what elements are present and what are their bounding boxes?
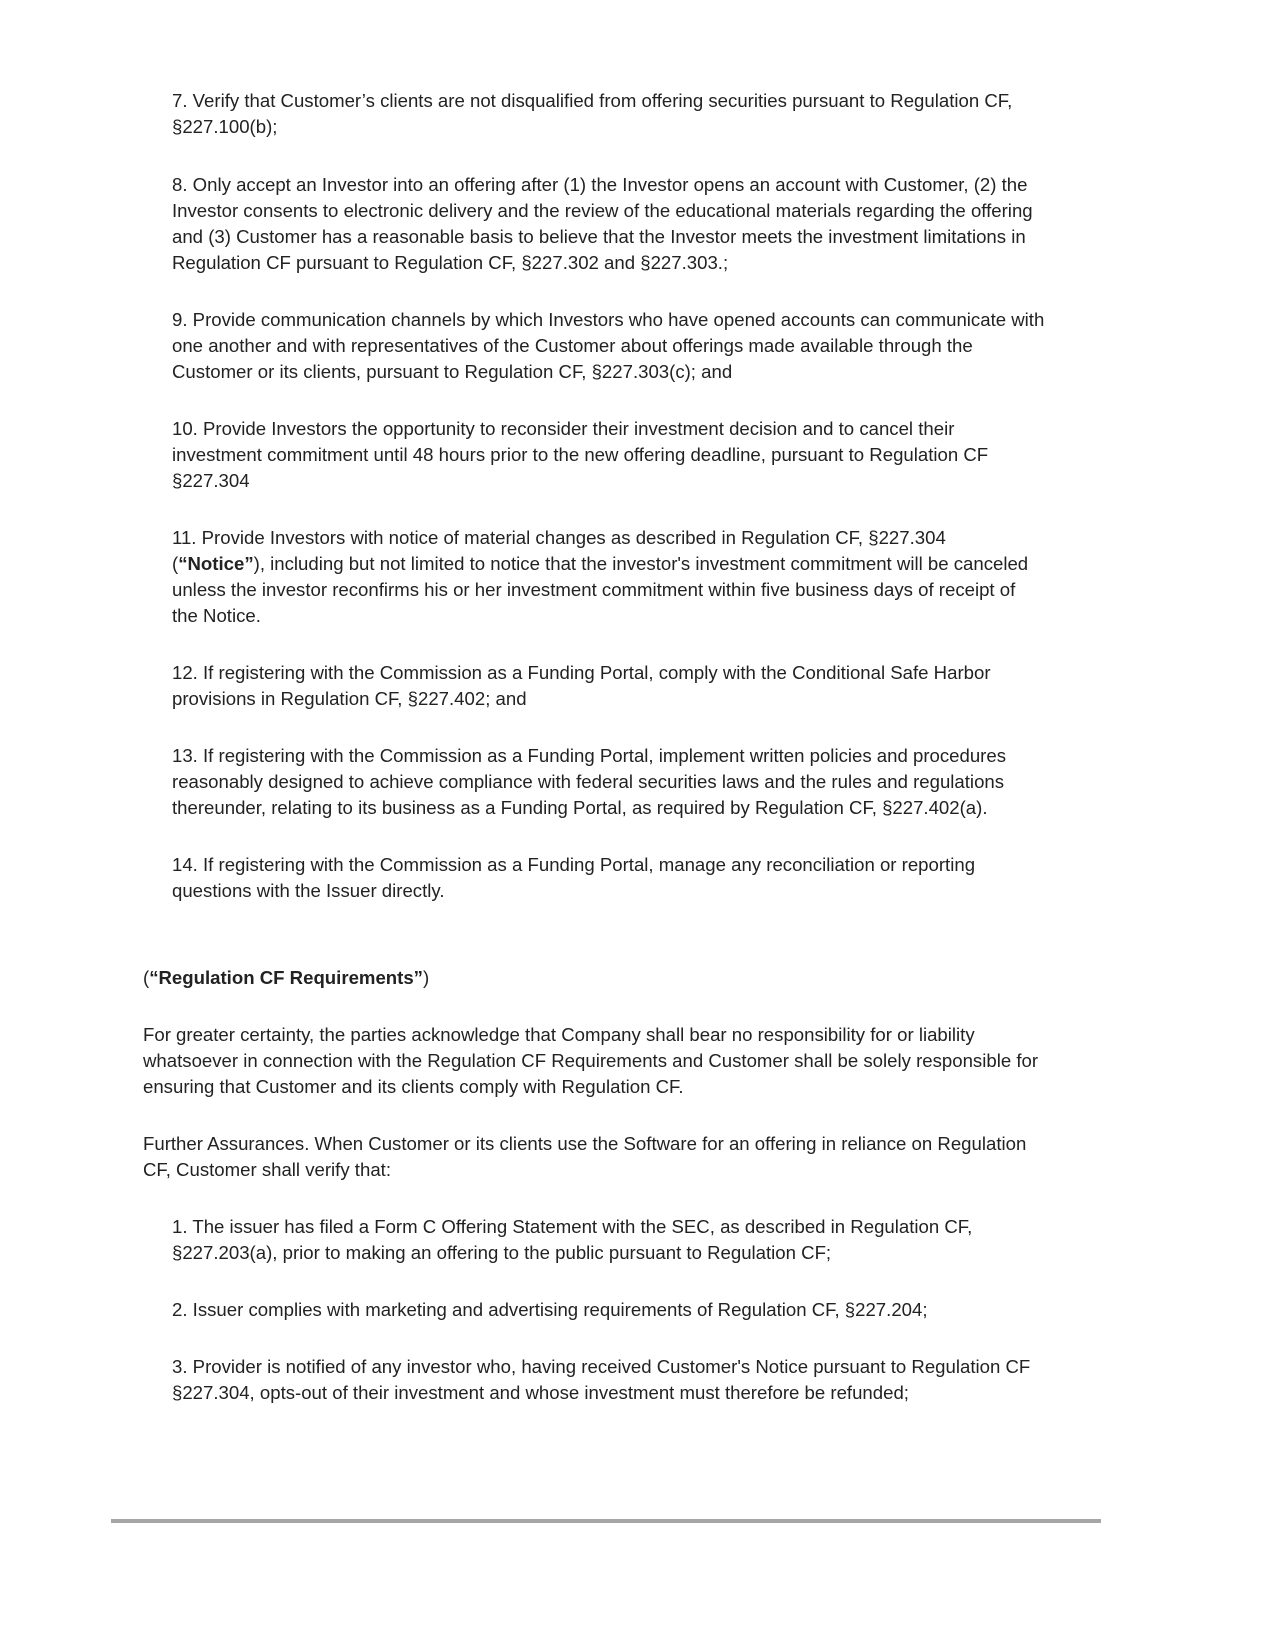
text-segment: 2. Issuer complies with marketing and advertising requirements of Regulation CF, §227.204;: [172, 1299, 928, 1320]
footer-rule: [111, 1519, 1101, 1523]
text-line: [172, 769, 1006, 795]
text-segment: For greater certainty, the parties acknowledge that Company shall bear no responsibility for or liability: [143, 1024, 975, 1045]
text-line: [172, 1297, 928, 1323]
text-line: [172, 577, 1028, 603]
text-segment: 9. Provide communication channels by which Investors who have opened accounts can communicate with: [172, 309, 1045, 330]
text-line: [172, 852, 975, 878]
text-segment: 11. Provide Investors with notice of material changes as described in Regulation CF, §227.304: [172, 527, 946, 548]
text-line: [172, 551, 1028, 577]
item-7: [172, 88, 1012, 140]
text-segment: Investor consents to electronic delivery and the review of the educational materials regarding the offering: [172, 200, 1033, 221]
text-segment: whatsoever in connection with the Regulation CF Requirements and Customer shall be solely responsible for: [143, 1050, 1039, 1071]
text-line: [172, 1214, 972, 1240]
item-13: [172, 743, 1006, 821]
text-segment: one another and with representatives of the Customer about offerings made available through the: [172, 335, 973, 356]
text-line: [172, 307, 1044, 333]
text-line: [172, 525, 1028, 551]
text-line: [143, 1048, 1038, 1074]
text-line: [172, 114, 1012, 140]
text-segment: §227.100(b);: [172, 116, 278, 137]
definition: [143, 965, 429, 991]
text-line: [172, 743, 1006, 769]
item-9: [172, 307, 1044, 385]
text-segment: 1. The issuer has filed a Form C Offering Statement with the SEC, as described in Regulation CF,: [172, 1216, 973, 1237]
item-8: [172, 172, 1033, 276]
text-line: [172, 1354, 1030, 1380]
text-segment: ensuring that Customer and its clients comply with Regulation CF.: [143, 1076, 684, 1097]
item-10: [172, 416, 988, 494]
text-segment: §227.304, opts-out of their investment and whose investment must therefore be refunded;: [172, 1382, 909, 1403]
text-segment: (: [143, 967, 150, 988]
text-segment: 14. If registering with the Commission as a Funding Portal, manage any reconciliation or reporting: [172, 854, 976, 875]
text-line: [172, 1380, 1030, 1406]
text-segment: 12. If registering with the Commission as a Funding Portal, comply with the Conditional Safe Harbor: [172, 662, 991, 683]
text-segment: §227.304: [172, 470, 250, 491]
text-segment: thereunder, relating to its business as a Funding Portal, as required by Regulation CF, §227.402(a).: [172, 797, 988, 818]
text-line: [172, 686, 991, 712]
text-line: [172, 660, 991, 686]
text-line: [172, 250, 1033, 276]
text-segment: §227.203(a), prior to making an offering to the public pursuant to Regulation CF;: [172, 1242, 832, 1263]
text-line: [172, 468, 988, 494]
text-segment: ), including but not limited to notice that the investor's investment commitment will be canceled: [253, 553, 1029, 574]
text-line: [172, 1240, 972, 1266]
text-line: [143, 1131, 1026, 1157]
text-line: [172, 224, 1033, 250]
assurance-2: [172, 1297, 928, 1323]
text-segment: (: [172, 553, 179, 574]
text-segment: 8. Only accept an Investor into an offering after (1) the Investor opens an account with Customer, (2) the: [172, 174, 1028, 195]
text-line: [172, 442, 988, 468]
text-line: [172, 333, 1044, 359]
item-14: [172, 852, 975, 904]
text-line: [172, 359, 1044, 385]
text-segment: and (3) Customer has a reasonable basis to believe that the Investor meets the investment limitations in: [172, 226, 1026, 247]
text-segment: questions with the Issuer directly.: [172, 880, 445, 901]
further-assurances: [143, 1131, 1026, 1183]
item-12: [172, 660, 991, 712]
text-line: [172, 88, 1012, 114]
text-segment: 3. Provider is notified of any investor who, having received Customer's Notice pursuant to Regulation CF: [172, 1356, 1031, 1377]
text-segment: Customer or its clients, pursuant to Regulation CF, §227.303(c); and: [172, 361, 733, 382]
text-line: [172, 416, 988, 442]
text-line: [172, 603, 1028, 629]
defined-term: “Notice”: [178, 553, 254, 574]
text-line: [143, 965, 429, 991]
text-line: [172, 198, 1033, 224]
item-11: [172, 525, 1028, 629]
text-segment: ): [422, 967, 430, 988]
text-segment: Regulation CF pursuant to Regulation CF, §227.302 and §227.303.;: [172, 252, 729, 273]
certainty-paragraph: [143, 1022, 1038, 1100]
text-segment: 10. Provide Investors the opportunity to reconsider their investment decision and to cancel their: [172, 418, 955, 439]
assurance-1: [172, 1214, 972, 1266]
text-segment: the Notice.: [172, 605, 261, 626]
text-line: [172, 172, 1033, 198]
text-line: [143, 1074, 1038, 1100]
text-line: [143, 1022, 1038, 1048]
text-segment: 13. If registering with the Commission as a Funding Portal, implement written policies and procedures: [172, 745, 1007, 766]
text-segment: CF, Customer shall verify that:: [143, 1159, 391, 1180]
text-segment: reasonably designed to achieve compliance with federal securities laws and the rules and regulations: [172, 771, 1005, 792]
text-segment: investment commitment until 48 hours prior to the new offering deadline, pursuant to Regulation CF: [172, 444, 989, 465]
text-line: [172, 878, 975, 904]
text-segment: Further Assurances. When Customer or its clients use the Software for an offering in reliance on Regulation: [143, 1133, 1027, 1154]
text-segment: unless the investor reconfirms his or her investment commitment within five business days of receipt of: [172, 579, 1016, 600]
text-line: [172, 795, 1006, 821]
assurance-3: [172, 1354, 1030, 1406]
text-line: [143, 1157, 1026, 1183]
text-segment: provisions in Regulation CF, §227.402; and: [172, 688, 527, 709]
text-segment: 7. Verify that Customer’s clients are not disqualified from offering securities pursuant to Regulation CF,: [172, 90, 1013, 111]
defined-term: “Regulation CF Requirements”: [149, 967, 423, 988]
